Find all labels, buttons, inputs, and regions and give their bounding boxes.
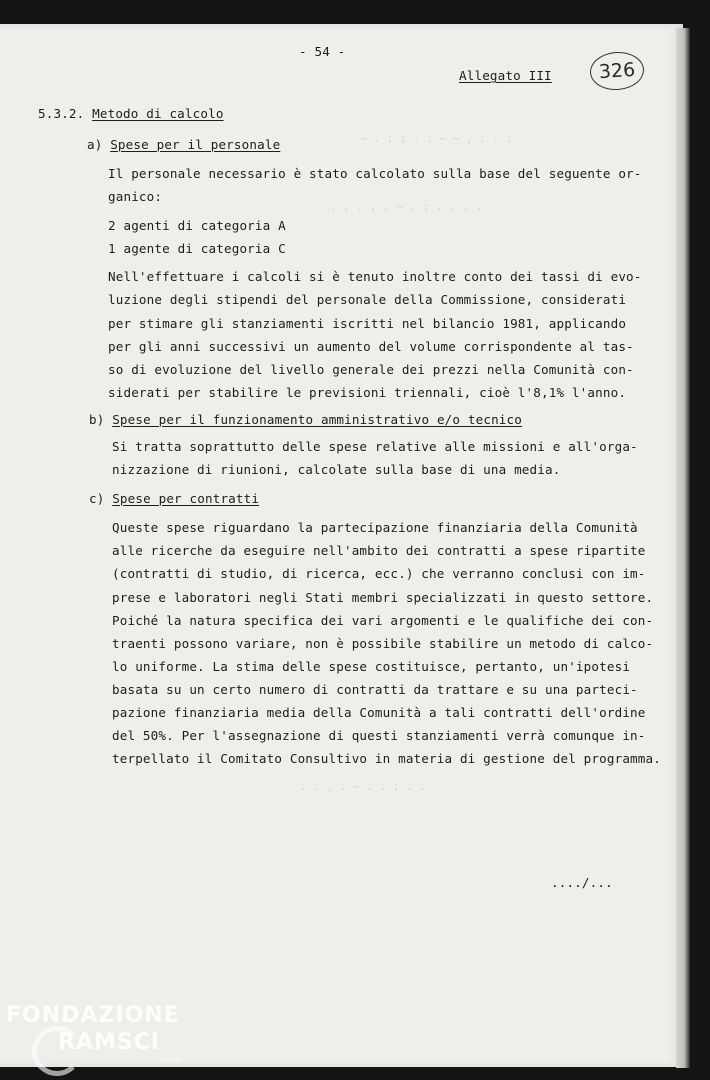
subsection-a-heading: a) Spese per il personale — [87, 137, 281, 152]
subsection-b-heading: b) Spese per il funzionamento amministrativo e/o tecnico — [89, 412, 523, 427]
page-number: - 54 - — [299, 44, 346, 59]
body-line: siderati per stabilire le previsioni triennali, cioè l'8,1% l'anno. — [108, 385, 627, 400]
body-line: 2 agenti di categoria A — [108, 218, 286, 233]
watermark-onlus: onlus — [160, 1055, 182, 1064]
body-line: per gli anni successivi un aumento del volume corrispondente al tas- — [108, 339, 634, 354]
body-line: 1 agente di categoria C — [108, 241, 286, 256]
body-line: terpellato il Comitato Consultivo in materia di gestione del programma. — [112, 751, 661, 766]
body-line: basata su un certo numero di contratti da trattare e su una parteci- — [112, 682, 638, 697]
body-line: lo uniforme. La stima delle spese costituisce, pertanto, un'ipotesi — [112, 659, 631, 674]
page-edge — [676, 28, 690, 1068]
body-line: Queste spese riguardano la partecipazione finanziaria della Comunità — [112, 520, 638, 535]
body-line: Nell'effettuare i calcoli si è tenuto inoltre conto dei tassi di evo- — [108, 269, 642, 284]
body-line: (contratti di studio, di ricerca, ecc.) che verranno conclusi con im- — [112, 566, 646, 581]
body-line: per stimare gli stanziamenti iscritti nel bilancio 1981, applicando — [108, 316, 627, 331]
body-line: luzione degli stipendi del personale della Commissione, considerati — [108, 292, 627, 307]
body-line: Si tratta soprattutto delle spese relative alle missioni e all'orga- — [112, 439, 638, 454]
bleed-through-mark: ~ . : ; . . ~ ~ , . . : — [360, 132, 513, 145]
body-line: ganico: — [108, 189, 163, 204]
annex-label: Allegato III — [459, 68, 552, 83]
body-line: Poiché la natura specifica dei vari argomenti e le qualifiche dei con- — [112, 613, 654, 628]
watermark-logo-text-2: RAMSCI — [58, 1030, 161, 1055]
bleed-through-mark: . . . , . ~ . ; . . . . — [330, 200, 483, 213]
body-line: so di evoluzione del livello generale dei prezzi nella Comunità con- — [108, 362, 634, 377]
body-line: pazione finanziaria media della Comunità a tali contratti dell'ordine — [112, 705, 646, 720]
section-title: 5.3.2. Metodo di calcolo — [38, 106, 224, 121]
body-line: nizzazione di riunioni, calcolate sulla base di una media. — [112, 462, 561, 477]
body-line: Il personale necessario è stato calcolato sulla base del seguente or- — [108, 166, 642, 181]
body-line: traenti possono variare, non è possibile stabilire un metodo di calco- — [112, 636, 654, 651]
body-line: del 50%. Per l'assegnazione di questi stanziamenti verrà comunque in- — [112, 728, 646, 743]
bleed-through-mark: . . , . ~ . . : . . — [300, 780, 426, 793]
subsection-c-heading: c) Spese per contratti — [89, 491, 260, 506]
body-line: prese e laboratori negli Stati membri specializzati in questo settore. — [112, 590, 654, 605]
handwritten-page-number: 326 — [589, 50, 646, 92]
continuation-mark: ..../... — [551, 875, 613, 890]
watermark-logo-text: FONDAZIONE — [6, 1003, 180, 1028]
body-line: alle ricerche da eseguire nell'ambito dei contratti a spese ripartite — [112, 543, 646, 558]
